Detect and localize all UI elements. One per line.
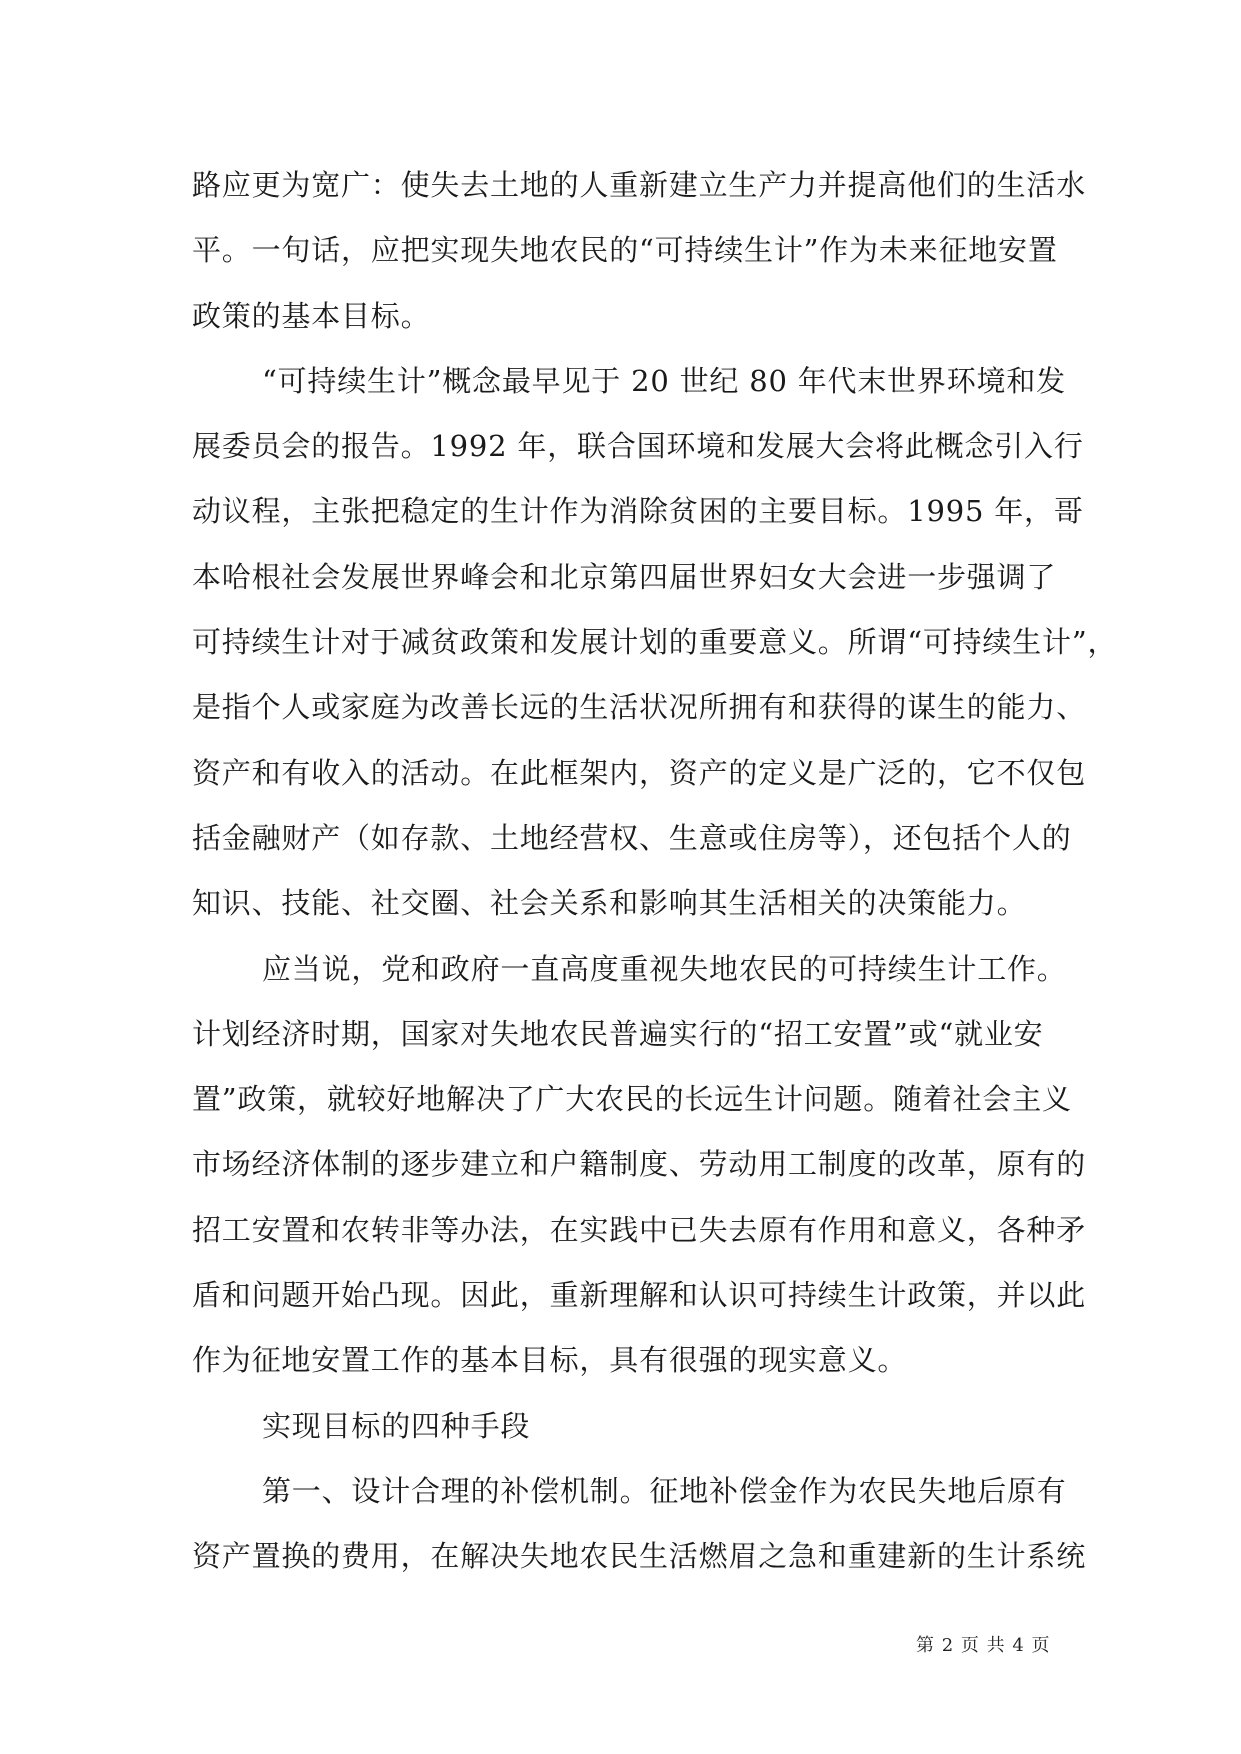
text-line: 路应更为宽广：使失去土地的人重新建立生产力并提高他们的生活水 [192, 168, 1087, 202]
text-line: 资产和有收入的活动。在此框架内，资产的定义是广泛的，它不仅包 [192, 755, 1087, 790]
text-line: 括金融财产（如存款、土地经营权、生意或住房等），还包括个人的 [192, 820, 1072, 855]
paragraph-start-line: 应当说，党和政府一直高度重视失地农民的可持续生计工作。 [262, 951, 1067, 986]
text-line: 展委员会的报告。1992 年，联合国环境和发展大会将此概念引入行 [192, 429, 1084, 464]
text-line: 作为征地安置工作的基本目标，具有很强的现实意义。 [192, 1343, 908, 1378]
page-number-footer: 第 2 页 共 4 页 [916, 1635, 1051, 1656]
text-line: 是指个人或家庭为改善长远的生活状况所拥有和获得的谋生的能力、 [192, 690, 1087, 725]
text-line: 招工安置和农转非等办法，在实践中已失去原有作用和意义，各种矛 [192, 1212, 1087, 1247]
text-line: 平。一句话，应把实现失地农民的“可持续生计”作为未来征地安置 [192, 233, 1058, 268]
text-line: 知识、技能、社交圈、社会关系和影响其生活相关的决策能力。 [192, 886, 1027, 921]
document-body [192, 153, 1118, 1590]
paragraph-start-line: “可持续生计”概念最早见于 20 世纪 80 年代末世界环境和发 [262, 363, 1066, 398]
text-line: 动议程，主张把稳定的生计作为消除贫困的主要目标。1995 年，哥 [192, 494, 1084, 529]
text-line: 计划经济时期，国家对失地农民普遍实行的“招工安置”或“就业安 [192, 1016, 1044, 1051]
text-line: 资产置换的费用，在解决失地农民生活燃眉之急和重建新的生计系统 [192, 1539, 1087, 1574]
text-line: 政策的基本目标。 [192, 298, 431, 333]
text-line: 可持续生计对于减贫政策和发展计划的重要意义。所谓“可持续生计”， [192, 625, 1118, 660]
text-line: 市场经济体制的逐步建立和户籍制度、劳动用工制度的改革，原有的 [192, 1147, 1087, 1182]
text-line: 置”政策，就较好地解决了广大农民的长远生计问题。随着社会主义 [192, 1082, 1072, 1117]
text-line: 盾和问题开始凸现。因此，重新理解和认识可持续生计政策，并以此 [192, 1278, 1087, 1313]
paragraph-start-line: 第一、设计合理的补偿机制。征地补偿金作为农民失地后原有 [262, 1473, 1067, 1508]
section-heading: 实现目标的四种手段 [262, 1408, 531, 1443]
text-line: 本哈根社会发展世界峰会和北京第四届世界妇女大会进一步强调了 [192, 559, 1057, 594]
